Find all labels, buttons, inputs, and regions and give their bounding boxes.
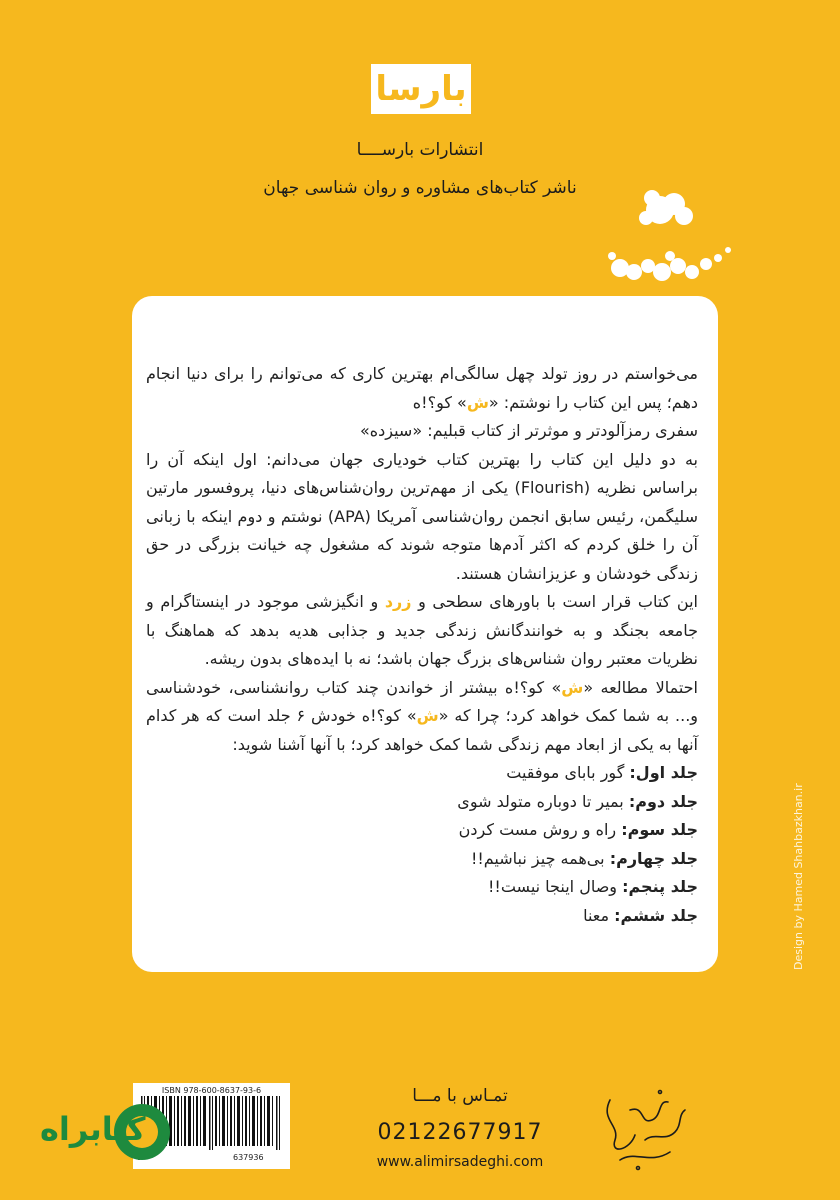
contact-phone[interactable]: 02122677917 — [377, 1120, 543, 1145]
intro-paragraph-2: سفری رمزآلودتر و موثرتر از کتاب قبلیم: «سیزده» — [359, 421, 698, 440]
volume-item-4: جلد چهارم: بی‌همه چیز نباشیم!! — [470, 848, 698, 868]
publisher-name: انتشارات بارســــا — [356, 140, 484, 160]
ketabrah-logo — [40, 1104, 180, 1164]
description-text — [146, 360, 698, 930]
author-signature-icon — [590, 1080, 700, 1180]
highlight-sh: ش — [416, 706, 439, 725]
highlight-zard: زرد — [384, 592, 412, 611]
intro-paragraph-4: این کتاب قرار است با باورهای سطحی و زرد و انگیزشی موجود در اینستاگرام و جامعه بجنگد و به خوانندگانش زندگی جدید و جذابی هدیه بدهد که هماهنگ با نظریات معتبر روان شناس‌های بزرگ جهان باشد؛ نه با ایده‌های بدون ریشه. — [146, 592, 698, 668]
volume-item-2: جلد دوم: بمیر تا دوباره متولد شوی — [457, 791, 698, 811]
intro-paragraph-1: می‌خواستم در روز تولد چهل سالگی‌ام بهترین کاری که می‌توانم را برای دنیا انجام دهم؛ پس این کتاب را نوشتم: «ش» کو؟!ه — [146, 364, 698, 412]
contact-label: تمـاس با مـــا — [412, 1086, 508, 1106]
designer-credit-text: Design by Hamed Shahbazkhan.ir — [792, 783, 805, 970]
highlight-sh: ش — [561, 677, 584, 697]
intro-paragraph-3: به دو دلیل این کتاب را بهترین کتاب خودیاری جهان می‌دانم: اول اینکه آن را براساس نظریه (Flourish) یکی از مهم‌ترین روان‌شناس‌های دنیا، پروفسور مارتین سلیگمن، رئیس سابق انجمن روان‌شناسی آمریکا (APA) نوشتم و دوم اینکه با زبانی آن را خلق کردم که اکثر آدم‌ها متوجه شوند که مشغول چه خیانت بزرگی در حق زندگی خودشان و عزیزانشان هستند. — [146, 449, 699, 583]
barcode-right-number: 637936 — [233, 1153, 264, 1162]
volume-item-1: جلد اول: گور بابای موفقیت — [506, 763, 698, 782]
designer-credit — [782, 700, 805, 970]
highlight-sh: ش — [466, 392, 489, 412]
paint-splash-icon — [600, 180, 740, 300]
description-card — [132, 296, 718, 972]
publisher-logo — [371, 64, 471, 114]
isbn-text: ISBN 978-600-8637-93-6 — [161, 1086, 262, 1095]
volume-item-5: جلد پنجم: وصال اینجا نیست!! — [488, 877, 698, 896]
contact-website[interactable]: www.alimirsadeghi.com — [376, 1154, 544, 1170]
volume-item-3: جلد سوم: راه و روش مست کردن — [458, 820, 698, 839]
volume-item-6: جلد ششم: معنا — [583, 905, 698, 925]
intro-paragraph-5: احتمالا مطالعه «ش» کو؟!ه بیشتر از خواندن چند کتاب روانشناسی، خودشناسی و... به شما کمک خواهد کرد؛ چرا که «ش» کو؟!ه خودش ۶ جلد است که هر کدام آنها به یکی از ابعاد مهم زندگی شما کمک خواهد کرد؛ با آنها آشنا شوید: — [146, 677, 699, 754]
logo-text: بارسا — [375, 69, 467, 109]
publisher-tagline: ناشر کتاب‌های مشاوره و روان شناسی جهان — [263, 178, 577, 198]
ketabrah-text: کتابراه — [40, 1110, 146, 1148]
